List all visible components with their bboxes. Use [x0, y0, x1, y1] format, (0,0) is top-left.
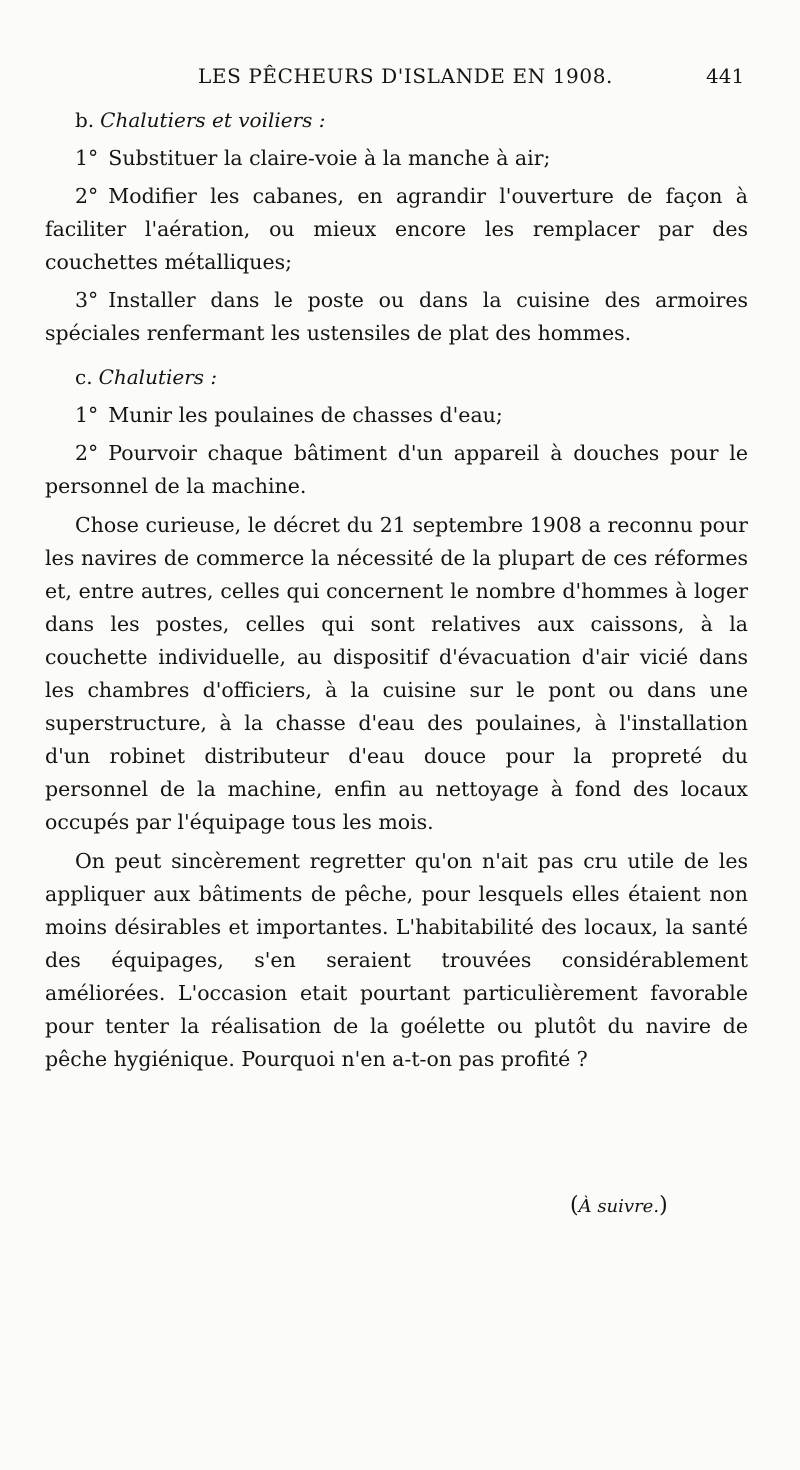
list-item: [45, 399, 748, 432]
paragraph: On peut sincèrement regretter qu'on n'ait pas cru utile de les appliquer aux bâtiments de pêche, pour lesquels elles étaient non moins désirables et importantes. L'habitabilité des locaux, la santé des équipages, s'en seraient trouvées considérablement améliorées. L'occasion etait pourtant particulièrement favorable pour tenter la réalisation de la goélette ou plutôt du navire de pêche hygiénique. Pourquoi n'en a-t-on pas profité ?: [45, 849, 748, 1071]
section-letter: b.: [75, 108, 95, 132]
to-be-continued-note: [570, 1193, 668, 1218]
section-heading-b: [45, 104, 748, 137]
item-number: 2°: [75, 441, 99, 465]
list-item: [45, 142, 748, 175]
note-text: À suivre.: [578, 1196, 660, 1217]
item-text: Installer dans le poste ou dans la cuisine des armoires spéciales renfermant les ustensiles de plat des hommes.: [45, 288, 748, 345]
item-text: Munir les poulaines de chasses d'eau;: [108, 403, 503, 427]
list-item: [45, 180, 748, 279]
page-header: [0, 62, 800, 94]
item-text: Pourvoir chaque bâtiment d'un appareil à douches pour le personnel de la machine.: [45, 441, 748, 498]
paragraph: Chose curieuse, le décret du 21 septembre 1908 a reconnu pour les navires de commerce la nécessité de la plupart de ces réformes et, entre autres, celles qui concernent le nombre d'hommes à loger dans les postes, celles qui sont relatives aux caissons, à la couchette individuelle, au dispositif d'évacuation d'air vicié dans les chambres d'officiers, à la cuisine sur le pont ou dans une superstructure, à la chasse d'eau des poulaines, à l'installation d'un robinet distributeur d'eau douce pour la propreté du personnel de la machine, enfin au nettoyage à fond des locaux occupés par l'équipage tous les mois.: [45, 513, 748, 834]
section-title: Chalutiers et voiliers :: [100, 108, 326, 132]
note-open-paren: (: [570, 1193, 579, 1218]
note-close-paren: ): [659, 1193, 668, 1218]
item-text: Substituer la claire-voie à la manche à air;: [108, 146, 551, 170]
list-item: [45, 284, 748, 350]
running-title: LES PÊCHEURS D'ISLANDE EN 1908.: [198, 64, 613, 88]
page-number: 441: [706, 64, 745, 88]
item-text: Modifier les cabanes, en agrandir l'ouverture de façon à faciliter l'aération, ou mieux encore les remplacer par des couchettes métalliques;: [45, 184, 748, 274]
item-number: 3°: [75, 288, 99, 312]
item-number: 2°: [75, 184, 99, 208]
item-number: 1°: [75, 403, 99, 427]
list-item: [45, 437, 748, 503]
section-letter: c.: [75, 365, 93, 389]
section-title: Chalutiers :: [98, 365, 218, 389]
body-text: [45, 104, 748, 1076]
section-heading-c: [45, 361, 748, 394]
item-number: 1°: [75, 146, 99, 170]
